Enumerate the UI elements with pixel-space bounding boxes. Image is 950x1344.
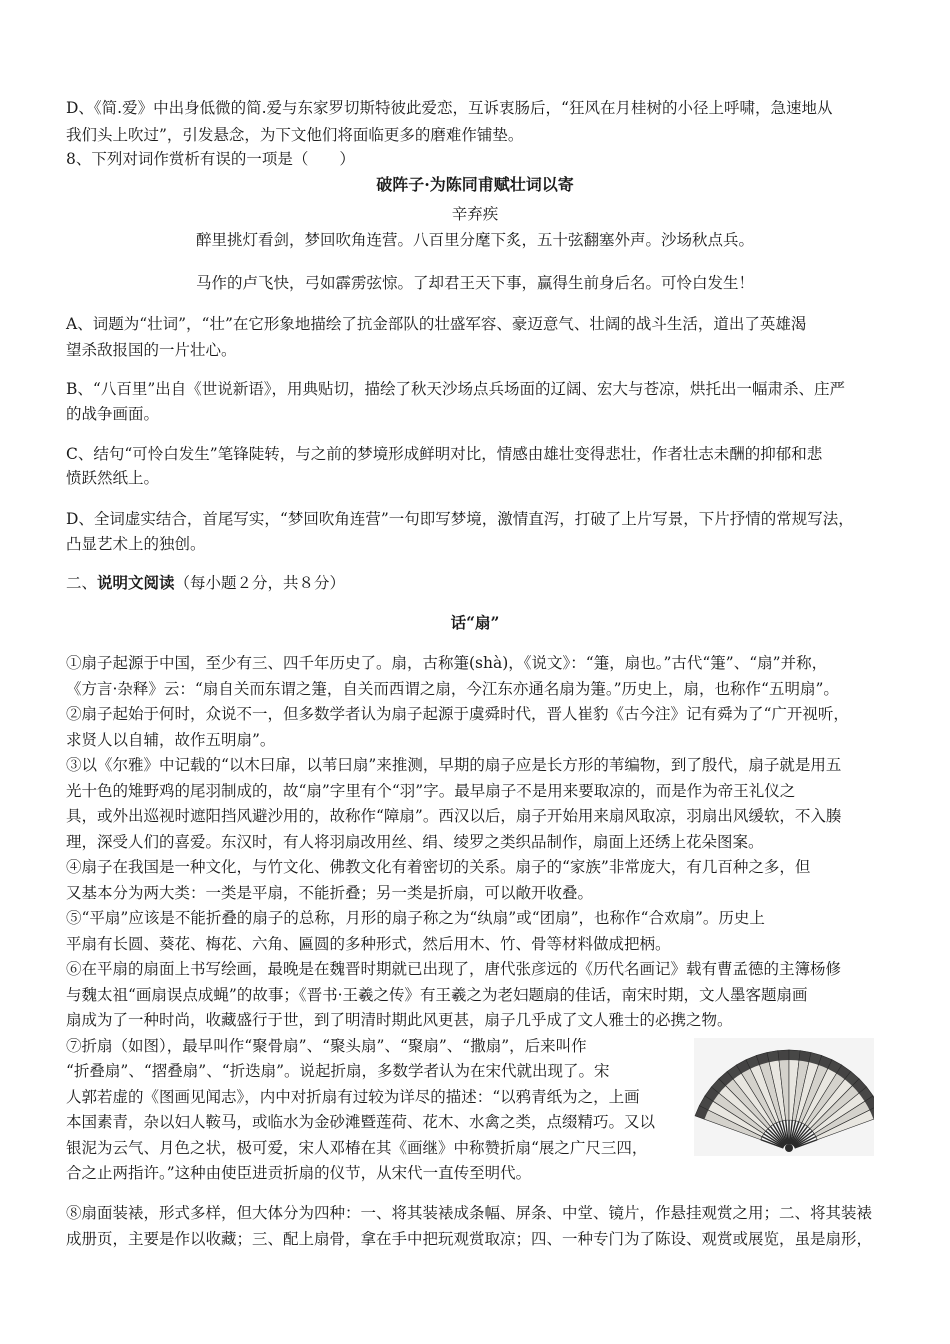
article-title: 话“扇” [450, 613, 500, 632]
paragraph-line: 平扇有长圆、葵花、梅花、六角、匾圆的多种形式，然后用木、竹、骨等材料做成把柄。 [66, 935, 671, 953]
paragraph-8-line: ⑧扇面装裱，形式多样，但大体分为四种：一、将其装裱成条幅、屏条、中堂、镜片，作悬挂观赏之用；二、将其装裱 [66, 1204, 873, 1222]
section-2-heading-bold: 说明文阅读 [97, 573, 175, 592]
folding-fan-icon [694, 1038, 874, 1156]
paragraph-line: 与魏太祖“画扇误点成蝇”的故事；《晋书·王羲之传》有王羲之为老妇题扇的佳话，南宋时期，文人墨客题扇画 [66, 986, 808, 1004]
section-2-heading [66, 572, 890, 594]
poem-line-2: 马作的卢飞快，弓如霹雳弦惊。了却君王天下事，赢得生前身后名。可怜白发生！ [195, 274, 754, 292]
question-8-stem: 8、下列对词作赏析有误的一项是（ ） [66, 150, 355, 168]
paragraph-line: ⑤“平扇”应该是不能折叠的扇子的总称，月形的扇子称之为“纨扇”或“团扇”，也称作“合欢扇”。历史上 [66, 909, 765, 927]
paragraph-7-line: 人郭若虚的《图画见闻志》，内中对折扇有过较为详尽的描述：“以鸦青纸为之，上画 [66, 1088, 640, 1106]
section-2-heading-prefix: 二、 [66, 574, 98, 592]
paragraph-line: 求贤人以自辅，故作五明扇”。 [66, 731, 276, 749]
option-a-line2: 望杀敌报国的一片壮心。 [66, 341, 237, 359]
q7-option-d-line1: D、《简.爱》中出身低微的简.爱与东家罗切斯特彼此爱恋，互诉衷肠后，“狂风在月桂树的小径上呼啸，急速地从 [66, 99, 833, 117]
paragraph-7-line: ⑦折扇（如图），最早叫作“聚骨扇”、“聚头扇”、“聚扇”、“撒扇”，后来叫作 [66, 1037, 587, 1055]
option-d-line1: D、全词虚实结合，首尾写实，“梦回吹角连营”一句即写梦境，激情直泻，打破了上片写景，下片抒情的常规写法， [66, 510, 854, 528]
paragraph-line: 《方言·杂释》云：“扇自关而东谓之箑，自关而西谓之扇，今江东亦通名扇为箑。”历史上，扇，也称作“五明扇”。 [66, 680, 839, 698]
q7-option-d-line2: 我们头上吹过”，引发悬念，为下文他们将面临更多的磨难作铺垫。 [66, 126, 524, 144]
paragraph-line: ③以《尔雅》中记载的“以木曰扉，以苇曰扇”来推测，早期的扇子应是长方形的苇编物，到了殷代，扇子就是用五 [66, 756, 842, 774]
poem-line-1: 醉里挑灯看剑，梦回吹角连营。八百里分麾下炙，五十弦翻塞外声。沙场秋点兵。 [195, 231, 754, 249]
paragraph-7-line: 本国素青，杂以妇人鞍马，或临水为金砂滩暨莲荷、花木、水禽之类，点缀精巧。又以 [66, 1113, 656, 1131]
paragraph-line: 理，深受人们的喜爱。东汉时，有人将羽扇改用丝、绢、绫罗之类织品制作，扇面上还绣上花朵图案。 [66, 833, 764, 851]
paragraph-8-line: 成册页，主要是作以收藏；三、配上扇骨，拿在手中把玩观赏取凉；四、一种专门为了陈设、观赏或展览，虽是扇形， [66, 1230, 873, 1248]
paragraph-line: ⑥在平扇的扇面上书写绘画，最晚是在魏晋时期就已出现了，唐代张彦远的《历代名画记》载有曹孟德的主簿杨修 [66, 960, 842, 978]
paragraph-7-line: “折叠扇”、“摺叠扇”、“折迭扇”。说起折扇，多数学者认为在宋代就出现了。宋 [66, 1062, 610, 1080]
folding-fan-image [694, 1038, 874, 1156]
paragraph-line: 扇成为了一种时尚，收藏盛行于世，到了明清时期此风更甚，扇子几乎成了文人雅士的必携之物。 [66, 1011, 733, 1029]
paragraph-line: 具，或外出巡视时遮阳挡风避沙用的，故称作“障扇”。西汉以后，扇子开始用来扇风取凉，羽扇出风缓软，不入腠 [66, 807, 842, 825]
poem-author: 辛弃疾 [451, 205, 499, 223]
fan-pivot [785, 1144, 793, 1152]
option-d-line2: 凸显艺术上的独创。 [66, 535, 206, 553]
option-b-line1: B、“八百里”出自《世说新语》，用典贴切，描绘了秋天沙场点兵场面的辽阔、宏大与苍凉，烘托出一幅肃杀、庄严 [66, 380, 845, 398]
poem-title: 破阵子·为陈同甫赋壮词以寄 [376, 175, 574, 194]
option-a-line1: A、词题为“壮词”，“壮”在它形象地描绘了抗金部队的壮盛军容、豪迈意气、壮阔的战斗生活，道出了英雄渴 [66, 315, 807, 333]
paragraph-7-line: 银泥为云气、月色之状，极可爱，宋人邓椿在其《画继》中称赞折扇“展之广尺三四， [66, 1139, 648, 1157]
paragraph-line: ②扇子起始于何时，众说不一，但多数学者认为扇子起源于虞舜时代，晋人崔豹《古今注》记有舜为了“广开视听， [66, 705, 849, 723]
option-b-line2: 的战争画面。 [66, 405, 160, 423]
paragraph-line: 光十色的雉野鸡的尾羽制成的，故“扇”字里有个“羽”字。最早扇子不是用来要取凉的，而是作为帝王礼仪之 [66, 782, 796, 800]
section-2-heading-suffix: （每小题２分，共８分） [174, 574, 346, 592]
paragraph-7-line: 合之止两指许。”这种由使臣进贡折扇的仪节，从宋代一直传至明代。 [66, 1164, 532, 1182]
paragraph-line: 又基本分为两大类：一类是平扇，不能折叠；另一类是折扇，可以敞开收叠。 [66, 884, 594, 902]
option-c-line2: 愤跃然纸上。 [66, 469, 160, 487]
option-c-line1: C、结句“可怜白发生”笔锋陡转，与之前的梦境形成鲜明对比，情感由雄壮变得悲壮，作者壮志未酬的抑郁和悲 [66, 445, 823, 463]
paragraph-line: ①扇子起源于中国，至少有三、四千年历史了。扇，古称箑(shà)，《说文》：“箑，扇也。”古代“箑”、“扇”并称， [66, 654, 828, 672]
paragraph-line: ④扇子在我国是一种文化，与竹文化、佛教文化有着密切的关系。扇子的“家族”非常庞大，有几百种之多，但 [66, 858, 811, 876]
